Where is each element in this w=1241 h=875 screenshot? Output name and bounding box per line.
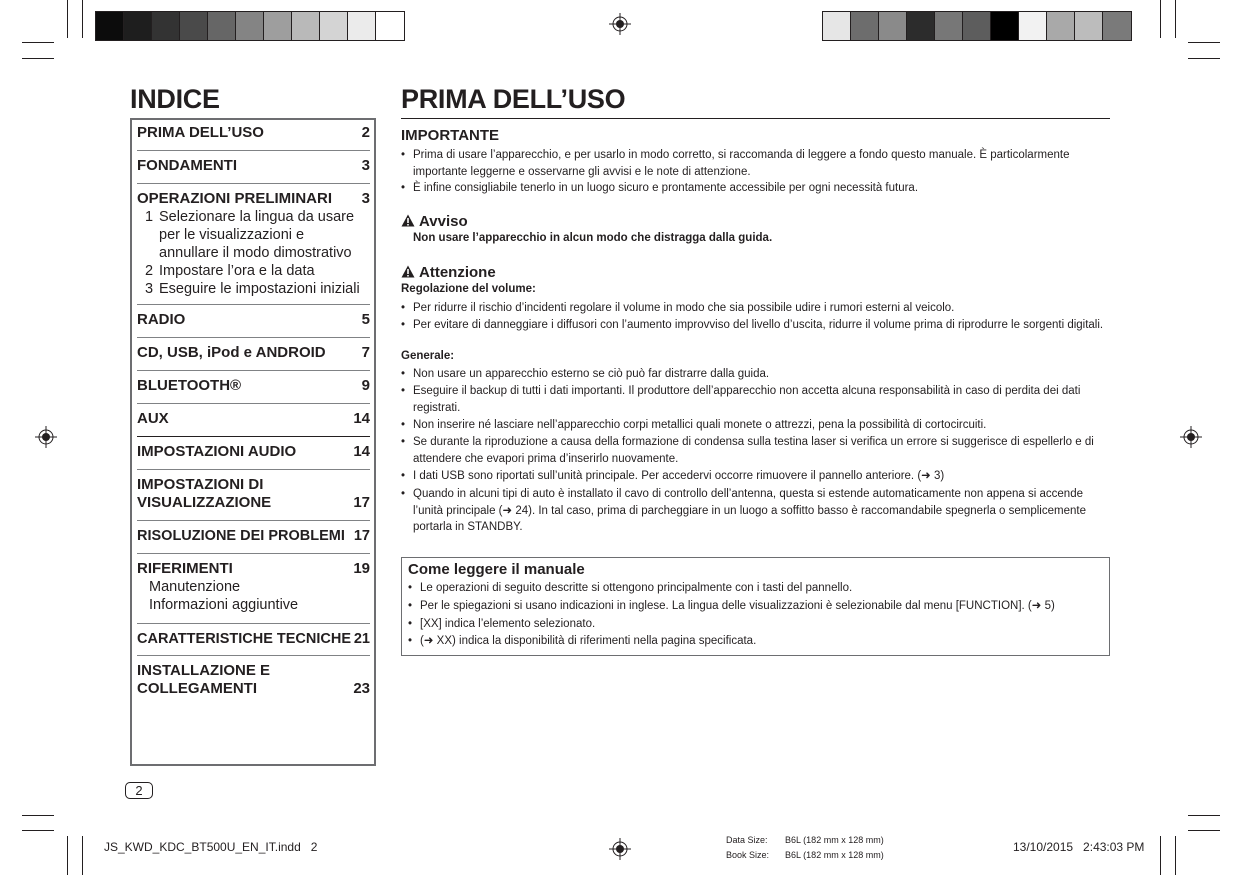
color-swatch bbox=[1019, 12, 1047, 40]
color-swatch bbox=[376, 12, 404, 40]
attenzione-heading: Attenzione bbox=[401, 264, 496, 281]
toc-entry[interactable]: OPERAZIONI PRELIMINARI 3 1 Selezionare la lingua da usare per le visualizzazioni e annullare il modo dimostrativo 2 Impostare l’ora e la data 3 Eseguire le impostazioni iniziali bbox=[137, 190, 370, 297]
list-item: • Non inserire né lasciare nell’apparecchio corpi metallici quali monete o attrezzi, pena la possibilità di cortocircuiti. bbox=[401, 417, 1113, 434]
avviso-text: Non usare l’apparecchio in alcun modo che distragga dalla guida. bbox=[413, 232, 773, 244]
warning-icon bbox=[401, 265, 415, 278]
color-swatch bbox=[851, 12, 879, 40]
toc-entry[interactable]: AUX 14 bbox=[137, 410, 370, 427]
list-item: • Quando in alcuni tipi di auto è installato il cavo di controllo dell’antenna, questa si estende automaticamente non appena si accende l’unità principale (➜ 24). In tal caso, prima di parcheggiare in un luogo a soffitto basso è raccomandabile spegnerla o semplicemente portarla in STANDBY. bbox=[401, 486, 1113, 536]
color-swatch bbox=[1103, 12, 1131, 40]
toc-entry[interactable]: CARATTERISTICHE TECNICHE 21 bbox=[137, 631, 370, 647]
toc-entry[interactable]: RISOLUZIONE DEI PROBLEMI 17 bbox=[137, 528, 370, 544]
page-number: 2 bbox=[125, 782, 153, 799]
slug-data-size-label: Data Size: bbox=[726, 835, 768, 845]
toc-entry[interactable]: IMPOSTAZIONI AUDIO 14 bbox=[137, 443, 370, 460]
list-item: • I dati USB sono riportati sull’unità principale. Per accedervi occorre rimuovere il pannello anteriore. (➜ 3) bbox=[401, 468, 1113, 485]
color-bar-left bbox=[95, 11, 405, 41]
color-swatch bbox=[823, 12, 851, 40]
generale-subheading: Generale: bbox=[401, 350, 455, 362]
manual-box bbox=[401, 557, 1110, 656]
toc-entry[interactable]: PRIMA DELL’USO 2 bbox=[137, 124, 370, 141]
list-item: • (➜ XX) indica la disponibilità di riferimenti nella pagina specificata. bbox=[408, 633, 1108, 650]
color-swatch bbox=[208, 12, 236, 40]
toc-entry[interactable]: INSTALLAZIONE E COLLEGAMENTI 23 bbox=[137, 662, 370, 697]
toc-entry[interactable]: RIFERIMENTI 19 Manutenzione Informazioni aggiuntive bbox=[137, 560, 370, 613]
slug-book-size-value: B6L (182 mm x 128 mm) bbox=[785, 850, 884, 860]
list-item: • Eseguire il backup di tutti i dati importanti. Il produttore dell’apparecchio non accetta alcuna responsabilità in caso di perdita dei dati registrati. bbox=[401, 383, 1113, 416]
list-item: • Per le spiegazioni si usano indicazioni in inglese. La lingua delle visualizzazioni è selezionabile dal menu [FUNCTION]. (➜ 5) bbox=[408, 598, 1108, 615]
list-item: • Le operazioni di seguito descritte si ottengono principalmente con i tasti del pannello. bbox=[408, 580, 1108, 597]
toc-subentry[interactable]: 2 Impostare l’ora e la data bbox=[145, 263, 315, 279]
color-swatch bbox=[152, 12, 180, 40]
toc-entry[interactable]: CD, USB, iPod e ANDROID 7 bbox=[137, 344, 370, 361]
table-of-contents bbox=[130, 118, 376, 766]
toc-entry[interactable]: FONDAMENTI 3 bbox=[137, 157, 370, 174]
color-swatch bbox=[963, 12, 991, 40]
registration-mark-icon bbox=[1180, 426, 1202, 448]
index-title: INDICE bbox=[130, 84, 220, 114]
toc-subentry[interactable]: 1 Selezionare la lingua da usare per le visualizzazioni e annullare il modo dimostrativo bbox=[145, 209, 355, 261]
list-item: • Non usare un apparecchio esterno se ciò può far distrarre dalla guida. bbox=[401, 366, 1113, 383]
registration-mark-icon bbox=[35, 426, 57, 448]
color-swatch bbox=[264, 12, 292, 40]
avviso-heading: Avviso bbox=[401, 213, 468, 230]
color-bar-right bbox=[822, 11, 1132, 41]
toc-subentry[interactable]: Manutenzione bbox=[149, 579, 241, 595]
color-swatch bbox=[1047, 12, 1075, 40]
color-swatch bbox=[236, 12, 264, 40]
color-swatch bbox=[292, 12, 320, 40]
list-item: • È infine consigliabile tenerlo in un luogo sicuro e prontamente accessibile per ogni necessità futura. bbox=[401, 180, 1113, 197]
toc-entry[interactable]: BLUETOOTH® 9 bbox=[137, 377, 370, 394]
color-swatch bbox=[124, 12, 152, 40]
color-swatch bbox=[348, 12, 376, 40]
registration-mark-icon bbox=[609, 838, 631, 860]
list-item: • [XX] indica l’elemento selezionato. bbox=[408, 616, 1108, 633]
color-swatch bbox=[907, 12, 935, 40]
slug-filename: JS_KWD_KDC_BT500U_EN_IT.indd 2 bbox=[104, 840, 318, 854]
slug-date: 13/10/2015 2:43:03 PM bbox=[1013, 840, 1145, 854]
color-swatch bbox=[879, 12, 907, 40]
list-item: • Prima di usare l’apparecchio, e per usarlo in modo corretto, si raccomanda di leggere a fondo questo manuale. È particolarmente importante leggerne e osservarne gli avvisi e le note di attenzione. bbox=[401, 147, 1113, 180]
list-item: • Se durante la riproduzione a causa della formazione di condensa sulla testina laser si verifica un errore si suggerisce di espellerlo e di attendere che evapori prima d’inserirlo nuovamente. bbox=[401, 434, 1113, 467]
page-title: PRIMA DELL’USO bbox=[401, 84, 626, 114]
color-swatch bbox=[1075, 12, 1103, 40]
slug-book-size-label: Book Size: bbox=[726, 850, 770, 860]
list-item: • Per evitare di danneggiare i diffusori con l’aumento improvviso del livello d’uscita, ridurre il volume prima di riprodurre le sorgenti digitali. bbox=[401, 317, 1113, 334]
color-swatch bbox=[96, 12, 124, 40]
color-swatch bbox=[935, 12, 963, 40]
importante-heading: IMPORTANTE bbox=[401, 127, 500, 144]
volume-subheading: Regolazione del volume: bbox=[401, 283, 536, 295]
list-item: • Per ridurre il rischio d’incidenti regolare il volume in modo che sia possibile udire i rumori esterni al veicolo. bbox=[401, 300, 1113, 317]
warning-icon bbox=[401, 214, 415, 227]
color-swatch bbox=[991, 12, 1019, 40]
toc-subentry[interactable]: Informazioni aggiuntive bbox=[149, 597, 299, 613]
toc-entry[interactable]: RADIO 5 bbox=[137, 311, 370, 328]
color-swatch bbox=[180, 12, 208, 40]
title-rule bbox=[401, 118, 1110, 119]
registration-mark-icon bbox=[609, 13, 631, 35]
manual-heading: Come leggere il manuale bbox=[408, 561, 585, 578]
toc-entry[interactable]: IMPOSTAZIONI DI VISUALIZZAZIONE 17 bbox=[137, 476, 370, 511]
color-swatch bbox=[320, 12, 348, 40]
slug-data-size-value: B6L (182 mm x 128 mm) bbox=[785, 835, 884, 845]
toc-subentry[interactable]: 3 Eseguire le impostazioni iniziali bbox=[145, 281, 360, 297]
